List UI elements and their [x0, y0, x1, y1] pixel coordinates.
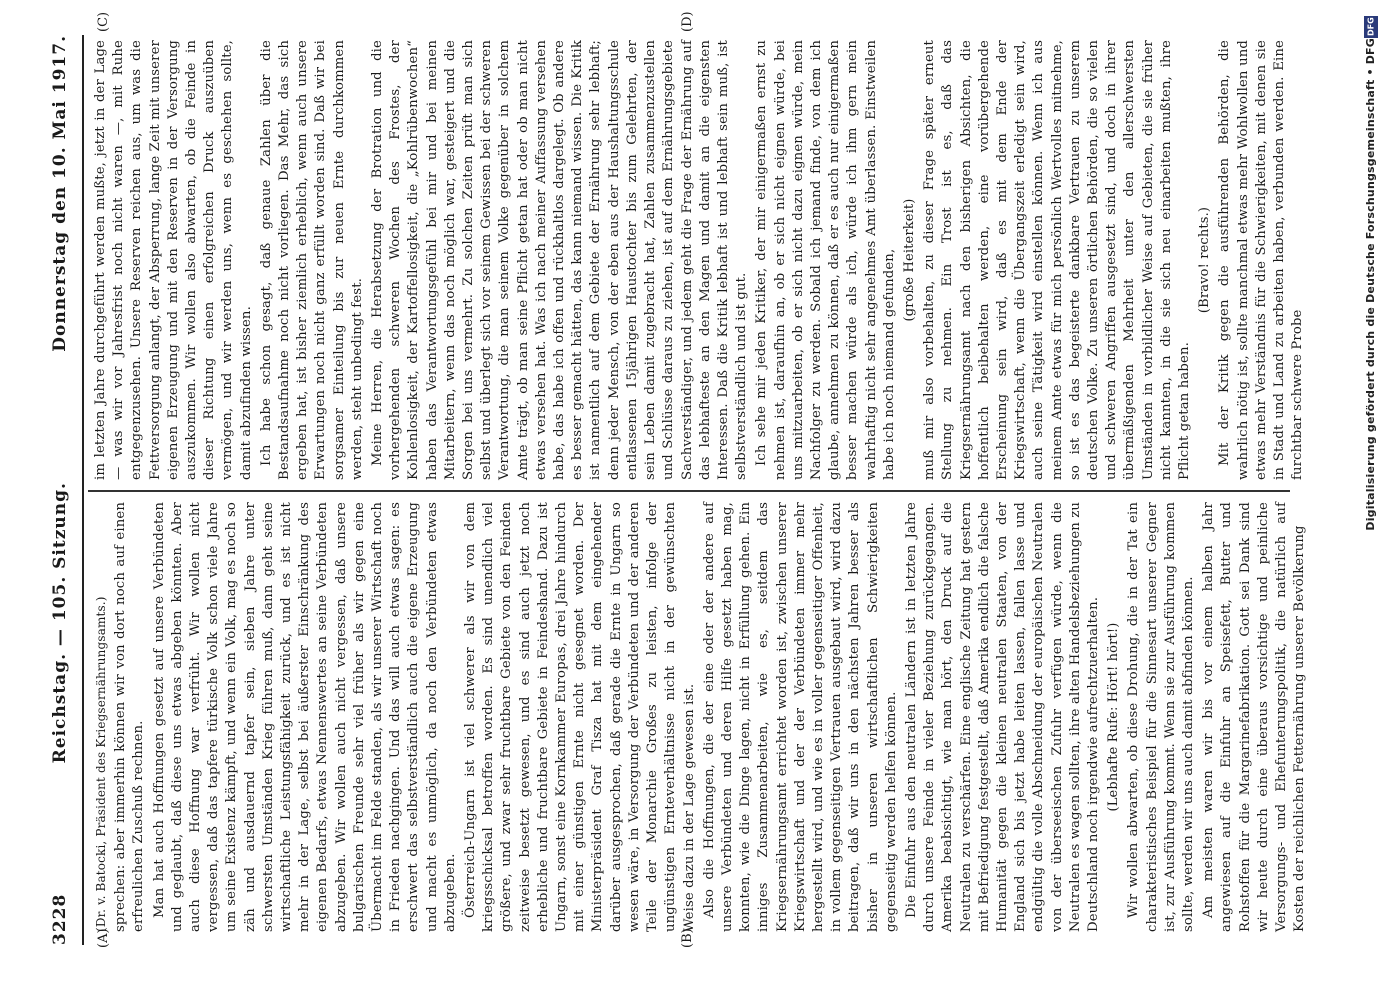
digitization-footer: [1363, 8, 1381, 993]
margin-mark-b: (B): [680, 928, 695, 948]
right-column: [92, 40, 1306, 480]
paragraph: Meine Herren, die Herabsetzung der Brotration und die vorhergehenden schweren Wochen des Frostes, der Kohlenlosigkeit, der Kartoffellosigkeit, die „Kohlrübenwochen“ haben das Verantwortungsgefühl bei mir und bei meinen Mitarbeitern, wenn das noch möglich war, gesteigert und die Sorgen bei uns vermehrt. Zu solchen Zeiten prüft man sich selbst und überlegt sich vor seinem Gewissen bei der schweren Verantwortung, die man seinem Volke gegenüber in solchem Amte trägt, ob man seine Pflicht getan hat oder ob man nicht etwas versehen hat. Was ich nach meiner Auffassung versehen habe, das habe ich offen und rückhaltlos dargelegt. Ob andere es besser gemacht hätten, das kann niemand wissen. Die Kritik ist namentlich auf dem Gebiete der Ernährung sehr lebhaft; denn jeder Mensch, von der eben aus der Haushaltungsschule entlassenen 15jährigen Haustochter bis zum Gelehrten, der sein Leben damit zugebracht hat, Zahlen zusammenzustellen und Schlüsse daraus zu ziehen, ist auf dem Ernährungsgebiete Sachverständiger, und jedem geht die Frage der Ernährung auf das lebhafteste an den Magen und damit an die eigensten Interessen. Daß die Kritik lebhaft ist und lebhaft sein muß, ist selbstverständlich und ist gut.: [370, 40, 750, 480]
paragraph: Am meisten waren wir bis vor einem halben Jahr angewiesen auf die Einfuhr an Speisefett, Butter und Rohstoffen für die Margarinefabrikation. Gott sei Dank sind wir heute durch eine überaus vorsichtige und peinliche Versorgungs- und Ehefunterungspolitik, die natürlich auf Kosten der reichlichen Fetternährung unserer Bevölkerung: [1201, 502, 1308, 932]
paragraph: Also die Hoffnungen, die der eine oder der andere auf unsere Verbündeten und deren Hilfe gesetzt haben mag, konnten, wie die Dinge lagen, nicht in Erfüllung gehen. Ein inniges Zusammenarbeiten, wie es, seitdem das Kriegsernährungsamt errichtet worden ist, zwischen unserer Kriegswirtschaft und der der Verbündeten immer mehr hergestellt wird, und wie es in voller gegenseitiger Offenheit, in vollem gegenseitigen Vertrauen ausgebaut wird, wird dazu beitragen, daß wir uns in den nächsten Jahren besser als bisher in unseren wirtschaftlichen Schwierigkeiten gegenseitig werden helfen können.: [701, 502, 899, 932]
interjection: (Bravo! rechts.): [1197, 206, 1213, 314]
header-rule: [82, 35, 84, 945]
margin-mark-c: (C): [96, 11, 111, 32]
paragraph: Man hat auch Hoffnungen gesetzt auf unsere Verbündeten und geglaubt, daß diese uns etwas abgeben könnten. Aber auch diese Hoffnung war verfrüht. Wir wollen nicht vergessen, daß das tapfere türkische Volk schon viele Jahre um seine Existenz kämpft, und wenn ein Volk, mag es noch so zäh und ausdauernd tapfer sein, sieben Jahre unter schwersten Umständen Krieg führen muß, dann geht seine wirtschaftliche Leistungsfähigkeit zurück, und es ist nicht mehr in der Lage, selbst bei äußerster Einschränkung des eigenen Bedarfs, etwas Nennenswertes an seine Verbündeten abzugeben. Wir wollen auch nicht vergessen, daß unsere bulgarischen Freunde sehr viel früher als wir gegen eine Übermacht im Felde standen, als wir unserer Wirtschaft noch in Frieden nachgingen. Und das will auch etwas sagen: es erschwert das selbstverständlich auch die eigene Erzeugung und macht es unmöglich, da noch den Verbündeten etwas abzugeben.: [151, 502, 458, 932]
speaker-note: (Dr. v. Batocki, Präsident des Kriegsernährungsamts.): [94, 596, 108, 932]
paragraph: muß mir also vorbehalten, zu dieser Frage später erneut Stellung zu nehmen. Ein Trost ist es, daß das Kriegsernährungsamt nach den bisherigen Absichten, die hoffentlich beibehalten werden, eine vorübergehende Erscheinung sein wird, daß es mit dem Ende der Kriegswirtschaft, wenn die Übergangszeit erledigt sein wird, auch seine Tätigkeit wird einstellen können. Wenn ich aus meinem Amte etwas für mich persönlich Wertvolles mitnehme, so ist es das begeisterte dankbare Vertrauen zu unserem deutschen Volke. Zu unseren örtlichen Behörden, die so vielen und schweren Angriffen ausgesetzt sind, und doch in ihrer übermäßigenden Mehrheit unter den allerschwersten Umständen in vorbildlicher Weise auf Gebieten, die sie früher nicht kannten, in die sie sich neu einarbeiten mußten, ihre Pflicht getan haben.: [922, 40, 1192, 480]
left-column: [92, 501, 1308, 932]
paragraph: im letzten Jahre durchgeführt werden mußte, jetzt in der Lage — was wir vor Jahresfrist noch nicht waren —, mit Ruhe entgegenzusehen. Unsere Reserven reichen aus, um was die Fettversorgung anlangt, der Absperrung, lange Zeit mit unserer eigenen Erzeugung und mit den Reserven in der Versorgung auszukommen. Wir wollen also abwarten, ob die Feinde in dieser Richtung einen erfolgreichen Druck auszuüben vermögen, und wir werden uns, wenn es geschehen sollte, damit abzufinden wissen.: [93, 40, 254, 480]
paragraph: Wir wollen abwarten, ob diese Drohung, die in der Tat ein charakteristisches Beispiel für die Sinnesart unserer Gegner ist, zur Ausführung kommt. Wenn sie zur Ausführung kommen sollte, werden wir uns auch damit abfinden können.: [1126, 502, 1196, 932]
margin-mark-d: (D): [680, 11, 695, 32]
paragraph: Mit der Kritik gegen die ausführenden Behörden, die wahrlich nötig ist, sollte manchmal etwas mehr Wohlwollen und etwas mehr Verständnis für die Schwierigkeiten, mit denen sie in Stadt und Land zu arbeiten haben, verbunden werden. Eine furchtbar schwere Probe: [1217, 40, 1306, 480]
interjection: (Lebhafte Rufe: Hört! hört!): [1106, 622, 1122, 812]
dfg-logo: DFG: [1364, 16, 1378, 38]
session-title: Reichstag. — 105. Sitzung.: [50, 482, 70, 764]
digitization-note: Digitalisierung gefördert durch die Deutsche Forschungsgemeinschaft • DFG: [1364, 38, 1377, 531]
margin-mark-a: (A): [96, 928, 111, 948]
paragraph: Ich habe schon gesagt, daß genaue Zahlen über die Bestandsaufnahme noch nicht vorliegen. Das Mehr, das sich ergeben hat, ist bisher ziemlich erheblich, wenn auch unsere Erwartungen noch nicht ganz erfüllt worden sind. Daß wir bei sorgsamer Einteilung bis zur neuen Ernte durchkommen werden, steht unbedingt fest.: [258, 40, 365, 480]
page-header: [50, 35, 78, 945]
interjection: (große Heiterkeit): [901, 198, 917, 322]
paragraph: Die Einfuhr aus den neutralen Ländern ist in letzten Jahre durch unsere Feinde in vieler Beziehung zurückgegangen. Amerika beabsichtigt, wie man hört, den Druck auf die Neutralen zu verschärfen. Eine englische Zeitung hat gestern mit Befriedigung festgestellt, daß Amerika endlich die falsche Humanität gegen die kleinen neutralen Staaten, von der England sich bis jetzt habe leiten lassen, fallen lasse und endgültig die volle Abschneidung der europäischen Neutralen von der überseeischen Zufuhr verfügen würde, wenn die Neutralen es wagen sollten, ihre alten Handelsbeziehungen zu Deutschland noch irgendwie aufrechtzuerhalten.: [903, 501, 1101, 932]
paragraph: sprechen: aber immerhin können wir von dort noch auf einen erfreulichen Zuschuß rechnen.: [113, 502, 147, 932]
paragraph: Österreich-Ungarn ist viel schwerer als wir von dem kriegsschicksal betroffen worden. Es sind unendlich viel größere, und zwar sehr fruchtbare Gebiete von den Feinden zeitweise besetzt gewesen, und es sind auch jetzt noch erhebliche und fruchtbare Gebiete in Feindeshand. Dazu ist Ungarn, sonst eine Kornkammer Europas, drei Jahre hindurch mit einer günstigen Ernte nicht gesegnet worden. Der Ministerpräsident Graf Tisza hat mit dem eingehender darüber ausgesprochen, daß gerade die Ernte in Ungarn so wesen wäre, in Versorgung der Verbündeten und der anderen Teile der Monarchie Großes zu leisten, infolge der ungünstigen Ernteverhältnisse nicht in der gewünschten Weise dazu in der Lage gewesen ist.: [463, 502, 697, 932]
session-date: Donnerstag den 10. Mai 1917.: [50, 35, 70, 352]
column-divider: [88, 491, 1290, 493]
page-number: 3228: [50, 893, 70, 945]
paragraph: Ich sehe mir jeden Kritiker, der mir einigermaßen ernst zu nehmen ist, daraufhin an, ob er sich nicht eignen würde, bei uns mitzuarbeiten, ob er sich nicht dazu eignen würde, mein Nachfolger zu werden. Sobald ich jemand finde, von dem ich glaube, annehmen zu können, daß er es auch nur einigermaßen besser machen würde als ich, würde ich ihm gern mein wahrhaftig nicht sehr angenehmes Amt überlassen. Einstweilen habe ich noch niemand gefunden,: [754, 40, 897, 480]
